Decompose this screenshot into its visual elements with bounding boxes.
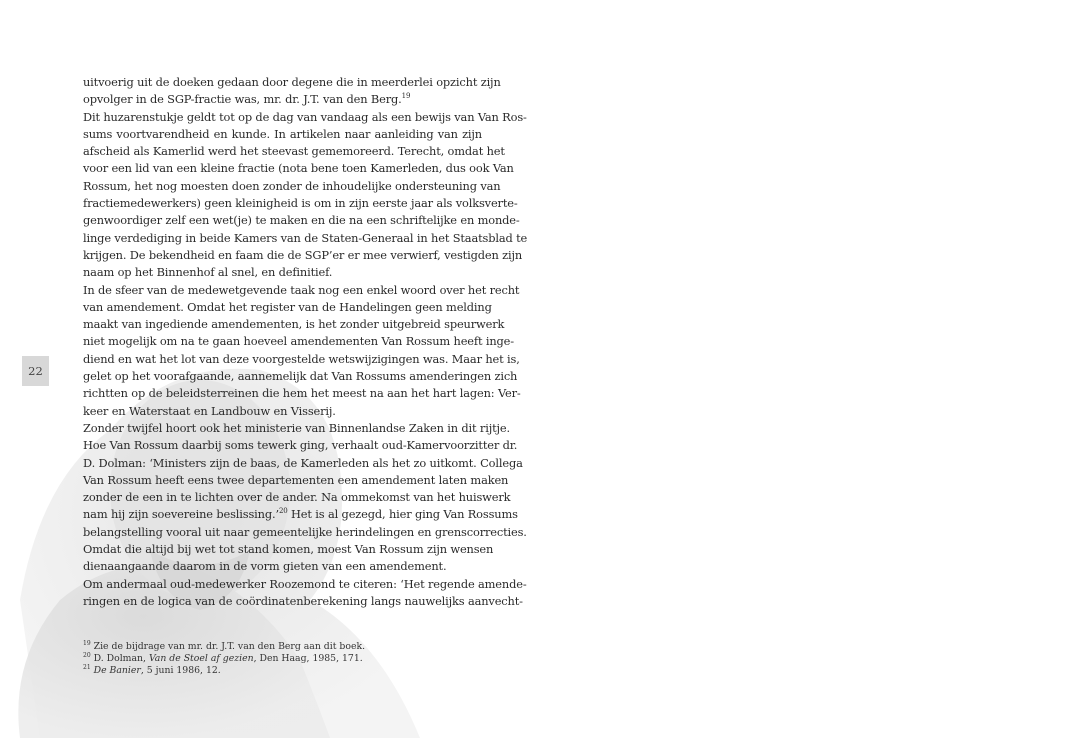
footnote (83, 665, 483, 677)
text-line: fractiemedewerkers) geen kleinigheid is om in zijn eerste jaar als volksverte- (83, 196, 518, 211)
text-line: Dit huzarenstukje geldt tot op de dag van vandaag als een bewijs van Van Ros- (83, 109, 527, 124)
footnote-number: 19 (83, 640, 91, 647)
text-line: Omdat die altijd bij wet tot stand komen, moest Van Rossum zijn wensen (83, 542, 494, 557)
text-line: ringen en de logica van de coördinatenberekening langs nauwelijks aanvecht- (83, 593, 523, 608)
text-line: gelet op het voorafgaande, aannemelijk dat Van Rossums amenderingen zich (83, 369, 518, 384)
text-line: voor een lid van een kleine fractie (nota bene toen Kamerleden, dus ook Van (83, 161, 514, 176)
footnote-text: , Den Haag, 1985, 171. (253, 653, 363, 665)
text-line: Hoe Van Rossum daarbij soms tewerk ging, verhaalt oud-Kamervoorzitter dr. (83, 438, 518, 453)
page-number: 22 (22, 356, 49, 386)
text-line: keer en Waterstaat en Landbouw en Visserij. (83, 403, 336, 418)
text-line: van amendement. Omdat het register van de Handelingen geen melding (83, 299, 492, 314)
footnote-text: D. Dolman, (93, 653, 149, 665)
text-line: Zonder twijfel hoort ook het ministerie van Binnenlandse Zaken in dit rijtje. (83, 420, 510, 435)
text-line-continuation: Het is al gezegd, hier ging Van Rossums (287, 507, 518, 522)
footnotes (83, 641, 483, 678)
text-line: Van Rossum heeft eens twee departementen een amendement laten maken (83, 472, 509, 487)
text-line: naam op het Binnenhof al snel, en definitief. (83, 265, 333, 280)
text-line: belangstelling vooral uit naar gemeentelijke herindelingen en grenscorrecties. (83, 524, 527, 539)
footnote-number: 20 (83, 652, 91, 660)
footnote (83, 641, 483, 653)
footnote (83, 653, 483, 665)
text-line: genwoordiger zelf een wet(je) te maken en die na een schriftelijke en monde- (83, 213, 520, 228)
text-line: niet mogelijk om na te gaan hoeveel amendementen Van Rossum heeft inge- (83, 334, 514, 349)
body-text (83, 74, 528, 610)
text-line: maakt van ingediende amendementen, is het zonder uitgebreid speurwerk (83, 317, 505, 332)
footnote-title: De Banier (93, 665, 141, 677)
text-line-content: opvolger in de SGP-fractie was, mr. dr. J.T. van den Berg. (83, 92, 402, 107)
footnote-ref: 20 (278, 507, 288, 516)
footnote-title: Van de Stoel af gezien (148, 653, 254, 665)
text-line: dienaangaande daarom in de vorm gieten van een amendement. (83, 559, 447, 574)
footnote-number: 21 (83, 664, 91, 672)
text-line (83, 506, 518, 523)
text-line: sums voortvarendheid en kunde. In artikelen naar aanleiding van zijn (83, 126, 482, 141)
text-line: Om andermaal oud-medewerker Roozemond te citeren: ‘Het regende amende- (83, 576, 527, 591)
footnote-ref: 19 (401, 92, 411, 101)
text-line: diend en wat het lot van deze voorgestelde wetswijzigingen was. Maar het is, (83, 351, 520, 366)
text-line: afscheid als Kamerlid werd het steevast gememoreerd. Terecht, omdat het (83, 144, 505, 159)
text-line: In de sfeer van de medewetgevende taak nog een enkel woord over het recht (83, 282, 520, 297)
text-line: richtten op de beleidsterreinen die hem het meest na aan het hart lagen: Ver- (83, 386, 521, 401)
text-line: Rossum, het nog moesten doen zonder de inhoudelijke ondersteuning van (83, 178, 501, 193)
footnote-text: Zie de bijdrage van mr. dr. J.T. van den Berg aan dit boek. (93, 641, 366, 652)
text-line: D. Dolman: ‘Ministers zijn de baas, de Kamerleden als het zo uitkomt. Collega (83, 455, 523, 470)
text-line: uitvoerig uit de doeken gedaan door degene die in meerderlei opzicht zijn (83, 75, 501, 89)
footnote-text: , 5 juni 1986, 12. (140, 665, 221, 677)
text-line: linge verdediging in beide Kamers van de Staten-Generaal in het Staatsblad te (83, 230, 528, 245)
text-line (83, 91, 482, 108)
text-line-content: nam hij zijn soevereine beslissing.’ (83, 507, 279, 522)
text-line: krijgen. De bekendheid en faam die de SGP’er er mee verwierf, vestigden zijn (83, 247, 523, 262)
text-line: zonder de een in te lichten over de ander. Na ommekomst van het huiswerk (83, 490, 511, 505)
